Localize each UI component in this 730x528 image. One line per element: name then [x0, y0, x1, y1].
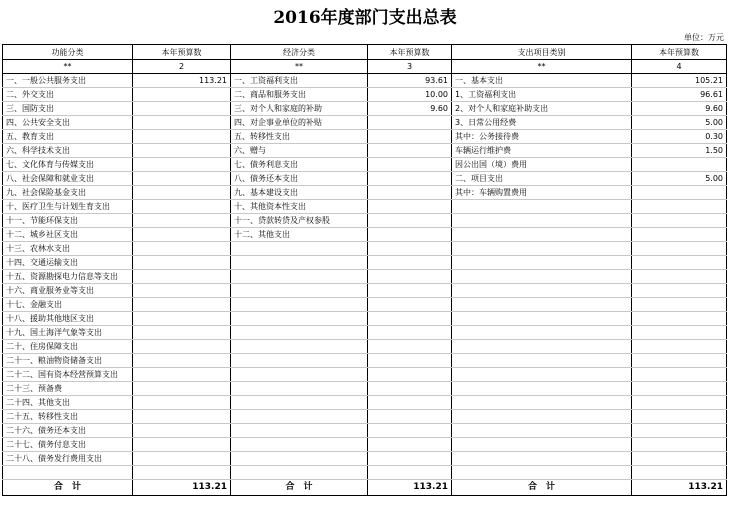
- category-cell[interactable]: [452, 214, 632, 228]
- amount-cell[interactable]: [632, 242, 727, 256]
- category-cell[interactable]: 十八、援助其他地区支出: [3, 312, 133, 326]
- table-row: [3, 438, 727, 452]
- amount-cell[interactable]: [632, 354, 727, 368]
- amount-cell[interactable]: [133, 284, 231, 298]
- category-cell[interactable]: [231, 298, 368, 312]
- category-cell[interactable]: [452, 382, 632, 396]
- amount-cell[interactable]: [133, 382, 231, 396]
- amount-cell[interactable]: [368, 326, 452, 340]
- category-cell[interactable]: 八、债务还本支出: [231, 172, 368, 186]
- category-cell[interactable]: 四、对企事业单位的补贴: [231, 116, 368, 130]
- total-row: [3, 480, 727, 496]
- category-cell[interactable]: 二十二、国有资本经营预算支出: [3, 368, 133, 382]
- category-cell[interactable]: 五、转移性支出: [231, 130, 368, 144]
- category-cell[interactable]: 二十、住房保障支出: [3, 340, 133, 354]
- category-cell[interactable]: 二十六、债务还本支出: [3, 424, 133, 438]
- category-cell[interactable]: [452, 270, 632, 284]
- table-row: [3, 382, 727, 396]
- amount-cell[interactable]: [368, 438, 452, 452]
- category-cell[interactable]: [452, 452, 632, 466]
- amount-cell[interactable]: [368, 186, 452, 200]
- category-cell[interactable]: 四、公共安全支出: [3, 116, 133, 130]
- page-title: 2016年度部门支出总表: [273, 8, 457, 28]
- table-row: [3, 284, 727, 298]
- amount-cell[interactable]: [133, 466, 231, 480]
- category-cell[interactable]: 二、外交支出: [3, 88, 133, 102]
- amount-cell[interactable]: [368, 158, 452, 172]
- amount-cell[interactable]: [368, 172, 452, 186]
- amount-cell[interactable]: [632, 452, 727, 466]
- category-cell[interactable]: 九、基本建设支出: [231, 186, 368, 200]
- amount-cell[interactable]: [368, 298, 452, 312]
- amount-cell[interactable]: [368, 228, 452, 242]
- category-cell[interactable]: 五、教育支出: [3, 130, 133, 144]
- amount-cell[interactable]: [133, 452, 231, 466]
- amount-cell[interactable]: [133, 270, 231, 284]
- header-cell[interactable]: 本年预算数: [632, 45, 727, 60]
- code-cell[interactable]: 3: [368, 60, 452, 74]
- category-cell[interactable]: 十、其他资本性支出: [231, 200, 368, 214]
- category-cell[interactable]: 六、赠与: [231, 144, 368, 158]
- code-cell[interactable]: **: [231, 60, 368, 74]
- table-row: [3, 130, 727, 144]
- amount-cell[interactable]: [632, 284, 727, 298]
- amount-cell[interactable]: [133, 130, 231, 144]
- amount-cell[interactable]: [133, 172, 231, 186]
- amount-cell[interactable]: [368, 200, 452, 214]
- amount-cell[interactable]: 9.60: [368, 102, 452, 116]
- table-row: [3, 144, 727, 158]
- amount-cell[interactable]: [368, 466, 452, 480]
- amount-cell[interactable]: [133, 102, 231, 116]
- code-cell[interactable]: **: [452, 60, 632, 74]
- amount-cell[interactable]: [632, 186, 727, 200]
- table-row: [3, 340, 727, 354]
- amount-cell[interactable]: [133, 242, 231, 256]
- category-cell[interactable]: 二十一、粮油物资储备支出: [3, 354, 133, 368]
- category-cell[interactable]: [452, 298, 632, 312]
- category-cell[interactable]: [231, 368, 368, 382]
- amount-cell[interactable]: [133, 228, 231, 242]
- category-cell[interactable]: 十九、国土海洋气象等支出: [3, 326, 133, 340]
- category-cell[interactable]: [452, 284, 632, 298]
- category-cell[interactable]: [231, 340, 368, 354]
- amount-cell[interactable]: [133, 368, 231, 382]
- amount-cell[interactable]: 113.21: [133, 74, 231, 88]
- table-row: [3, 200, 727, 214]
- code-row: [3, 60, 727, 74]
- header-cell[interactable]: 支出项目类别: [452, 45, 632, 60]
- category-cell[interactable]: 七、债务利息支出: [231, 158, 368, 172]
- amount-cell[interactable]: [368, 354, 452, 368]
- category-cell[interactable]: [231, 382, 368, 396]
- amount-cell[interactable]: [368, 396, 452, 410]
- category-cell[interactable]: [231, 452, 368, 466]
- amount-cell[interactable]: [368, 410, 452, 424]
- table-row: [3, 452, 727, 466]
- amount-cell[interactable]: [368, 284, 452, 298]
- category-cell[interactable]: 十二、其他支出: [231, 228, 368, 242]
- category-cell[interactable]: [231, 424, 368, 438]
- amount-cell[interactable]: [368, 130, 452, 144]
- category-cell[interactable]: [231, 270, 368, 284]
- amount-cell[interactable]: [133, 256, 231, 270]
- amount-cell[interactable]: [632, 228, 727, 242]
- amount-cell[interactable]: 105.21: [632, 74, 727, 88]
- category-cell[interactable]: 十二、城乡社区支出: [3, 228, 133, 242]
- code-cell[interactable]: 2: [133, 60, 231, 74]
- amount-cell[interactable]: [632, 396, 727, 410]
- amount-cell[interactable]: [133, 116, 231, 130]
- amount-cell[interactable]: [368, 382, 452, 396]
- category-cell[interactable]: [452, 354, 632, 368]
- table-row: [3, 186, 727, 200]
- amount-cell[interactable]: [133, 88, 231, 102]
- category-cell[interactable]: 二十三、预备费: [3, 382, 133, 396]
- category-cell[interactable]: 七、文化体育与传媒支出: [3, 158, 133, 172]
- amount-cell[interactable]: [133, 186, 231, 200]
- amount-cell[interactable]: [632, 466, 727, 480]
- amount-cell[interactable]: [133, 396, 231, 410]
- amount-cell[interactable]: [368, 256, 452, 270]
- table-row: [3, 424, 727, 438]
- header-cell[interactable]: 功能分类: [3, 45, 133, 60]
- table-row: [3, 242, 727, 256]
- category-cell[interactable]: [452, 340, 632, 354]
- amount-cell[interactable]: [632, 410, 727, 424]
- category-cell[interactable]: [452, 424, 632, 438]
- table-row: [3, 354, 727, 368]
- amount-cell[interactable]: 93.61: [368, 74, 452, 88]
- amount-cell[interactable]: [368, 424, 452, 438]
- category-cell[interactable]: 十三、农林水支出: [3, 242, 133, 256]
- table-row: [3, 172, 727, 186]
- table-row: [3, 298, 727, 312]
- header-row: [3, 45, 727, 60]
- amount-cell[interactable]: [133, 144, 231, 158]
- category-cell[interactable]: [452, 242, 632, 256]
- table-row: [3, 74, 727, 88]
- amount-cell[interactable]: [632, 158, 727, 172]
- table-row: [3, 88, 727, 102]
- code-cell[interactable]: **: [3, 60, 133, 74]
- category-cell[interactable]: 1、工资福利支出: [452, 88, 632, 102]
- amount-cell[interactable]: [133, 340, 231, 354]
- amount-cell[interactable]: [133, 298, 231, 312]
- amount-cell[interactable]: [368, 452, 452, 466]
- amount-cell[interactable]: 5.00: [632, 172, 727, 186]
- amount-cell[interactable]: [632, 256, 727, 270]
- category-cell[interactable]: 车辆运行维护费: [452, 144, 632, 158]
- amount-cell[interactable]: 9.60: [632, 102, 727, 116]
- table-row: [3, 466, 727, 480]
- total-value-cell[interactable]: 113.21: [632, 480, 727, 496]
- category-cell[interactable]: 3、日常公用经费: [452, 116, 632, 130]
- category-cell[interactable]: 十、医疗卫生与计划生育支出: [3, 200, 133, 214]
- category-cell[interactable]: 十六、商业服务业等支出: [3, 284, 133, 298]
- category-cell[interactable]: 2、对个人和家庭补助支出: [452, 102, 632, 116]
- category-cell[interactable]: [231, 396, 368, 410]
- category-cell[interactable]: [452, 256, 632, 270]
- category-cell[interactable]: 二、项目支出: [452, 172, 632, 186]
- unit-label: 单位：万元: [684, 33, 724, 42]
- category-cell[interactable]: 十一、节能环保支出: [3, 214, 133, 228]
- category-cell[interactable]: 因公出国（境）费用: [452, 158, 632, 172]
- amount-cell[interactable]: [133, 424, 231, 438]
- category-cell[interactable]: 一、基本支出: [452, 74, 632, 88]
- category-cell[interactable]: [452, 228, 632, 242]
- amount-cell[interactable]: [133, 326, 231, 340]
- amount-cell[interactable]: [133, 354, 231, 368]
- category-cell[interactable]: [231, 312, 368, 326]
- amount-cell[interactable]: [632, 270, 727, 284]
- category-cell[interactable]: [452, 438, 632, 452]
- expenditure-table: [2, 44, 727, 496]
- code-cell[interactable]: 4: [632, 60, 727, 74]
- category-cell[interactable]: [3, 466, 133, 480]
- category-cell[interactable]: [231, 438, 368, 452]
- category-cell[interactable]: 二十五、转移性支出: [3, 410, 133, 424]
- table-row: [3, 312, 727, 326]
- category-cell[interactable]: 十四、交通运输支出: [3, 256, 133, 270]
- amount-cell[interactable]: [632, 382, 727, 396]
- table-row: [3, 116, 727, 130]
- amount-cell[interactable]: [368, 214, 452, 228]
- total-value-cell[interactable]: 113.21: [368, 480, 452, 496]
- table-row: [3, 228, 727, 242]
- table-row: [3, 270, 727, 284]
- category-cell[interactable]: 其中：公务接待费: [452, 130, 632, 144]
- header-cell[interactable]: 经济分类: [231, 45, 368, 60]
- table-row: [3, 102, 727, 116]
- amount-cell[interactable]: [368, 340, 452, 354]
- category-cell[interactable]: [231, 466, 368, 480]
- amount-cell[interactable]: [368, 242, 452, 256]
- table-row: [3, 256, 727, 270]
- category-cell[interactable]: [231, 256, 368, 270]
- table-row: [3, 396, 727, 410]
- category-cell[interactable]: [231, 242, 368, 256]
- amount-cell[interactable]: [632, 214, 727, 228]
- category-cell[interactable]: 十一、贷款转贷及产权参股: [231, 214, 368, 228]
- table-row: [3, 326, 727, 340]
- total-value-cell[interactable]: 113.21: [133, 480, 231, 496]
- category-cell[interactable]: [452, 410, 632, 424]
- header-cell[interactable]: 本年预算数: [368, 45, 452, 60]
- category-cell[interactable]: [452, 368, 632, 382]
- category-cell[interactable]: 六、科学技术支出: [3, 144, 133, 158]
- category-cell[interactable]: 二十八、债务发行费用支出: [3, 452, 133, 466]
- amount-cell[interactable]: 96.61: [632, 88, 727, 102]
- amount-cell[interactable]: 1.50: [632, 144, 727, 158]
- amount-cell[interactable]: [133, 158, 231, 172]
- category-cell[interactable]: 三、对个人和家庭的补助: [231, 102, 368, 116]
- amount-cell[interactable]: [133, 312, 231, 326]
- category-cell[interactable]: [452, 466, 632, 480]
- total-label-cell[interactable]: 合 计: [3, 480, 133, 496]
- amount-cell[interactable]: [632, 200, 727, 214]
- amount-cell[interactable]: [368, 312, 452, 326]
- category-cell[interactable]: [231, 284, 368, 298]
- table-row: [3, 410, 727, 424]
- amount-cell[interactable]: [133, 200, 231, 214]
- amount-cell[interactable]: [632, 340, 727, 354]
- amount-cell[interactable]: [632, 312, 727, 326]
- category-cell[interactable]: 一、工资福利支出: [231, 74, 368, 88]
- amount-cell[interactable]: [368, 116, 452, 130]
- category-cell[interactable]: 二十七、债务付息支出: [3, 438, 133, 452]
- amount-cell[interactable]: [632, 326, 727, 340]
- category-cell[interactable]: [231, 354, 368, 368]
- category-cell[interactable]: 十五、资源勘探电力信息等支出: [3, 270, 133, 284]
- amount-cell[interactable]: [632, 368, 727, 382]
- category-cell[interactable]: 十七、金融支出: [3, 298, 133, 312]
- category-cell[interactable]: [231, 410, 368, 424]
- total-label-cell[interactable]: 合 计: [231, 480, 368, 496]
- amount-cell[interactable]: 5.00: [632, 116, 727, 130]
- amount-cell[interactable]: [368, 144, 452, 158]
- category-cell[interactable]: [452, 312, 632, 326]
- amount-cell[interactable]: 10.00: [368, 88, 452, 102]
- total-label-cell[interactable]: 合 计: [452, 480, 632, 496]
- category-cell[interactable]: 一、一般公共服务支出: [3, 74, 133, 88]
- amount-cell[interactable]: [368, 270, 452, 284]
- category-cell[interactable]: [231, 326, 368, 340]
- category-cell[interactable]: [452, 200, 632, 214]
- category-cell[interactable]: 三、国防支出: [3, 102, 133, 116]
- category-cell[interactable]: 二、商品和服务支出: [231, 88, 368, 102]
- category-cell[interactable]: [452, 396, 632, 410]
- category-cell[interactable]: [452, 326, 632, 340]
- table-row: [3, 214, 727, 228]
- category-cell[interactable]: 八、社会保障和就业支出: [3, 172, 133, 186]
- amount-cell[interactable]: [632, 298, 727, 312]
- amount-cell[interactable]: [133, 438, 231, 452]
- category-cell[interactable]: 二十四、其他支出: [3, 396, 133, 410]
- amount-cell[interactable]: [632, 424, 727, 438]
- amount-cell[interactable]: 0.30: [632, 130, 727, 144]
- amount-cell[interactable]: [632, 438, 727, 452]
- amount-cell[interactable]: [368, 368, 452, 382]
- table-row: [3, 158, 727, 172]
- amount-cell[interactable]: [133, 410, 231, 424]
- table-row: [3, 368, 727, 382]
- header-cell[interactable]: 本年预算数: [133, 45, 231, 60]
- amount-cell[interactable]: [133, 214, 231, 228]
- category-cell[interactable]: 其中：车辆购置费用: [452, 186, 632, 200]
- category-cell[interactable]: 九、社会保险基金支出: [3, 186, 133, 200]
